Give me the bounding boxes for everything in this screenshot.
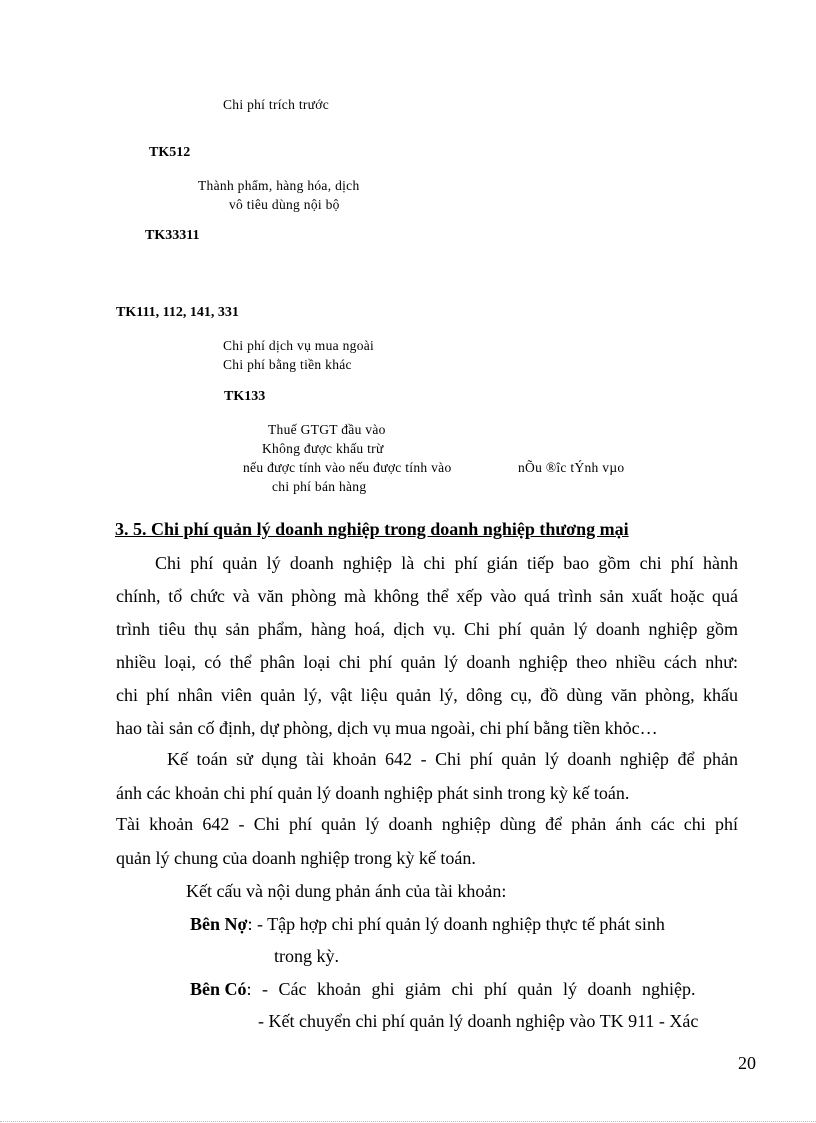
diagram-label-internal-use: vô tiêu dùng nội bộ [229,197,340,212]
account-tk33311: TK33311 [145,228,200,243]
diagram-label-other-cash-expenses: Chi phí bằng tiền khác [223,357,352,372]
paragraph-line: Chi phí quản lý doanh nghiệp là chi phí gián tiếp bao gồm chi phí hành [155,553,738,573]
debit-line-1 [190,908,665,941]
account-tk111-112-141-331: TK111, 112, 141, 331 [116,305,239,320]
paragraph-line: chính, tổ chức và văn phòng mà không thể xếp vào quá trình sản xuất hoặc quá [116,586,738,606]
diagram-label-selling-expenses: chi phí bán hàng [272,479,367,494]
page-bottom-rule [0,1121,816,1122]
credit-line-1 [190,973,738,1006]
paragraph-line: quản lý chung của doanh nghiệp trong kỳ kế toán. [116,848,476,868]
credit-line-2: - Kết chuyển chi phí quản lý doanh nghiệp vào TK 911 - Xác [258,1011,699,1031]
diagram-label-finished-goods: Thành phẩm, hàng hóa, dịch [198,178,360,193]
diagram-label-non-deductible: Không được khấu trừ [262,441,384,456]
debit-label: Bên Nợ [190,914,248,934]
section-heading: 3. 5. Chi phí quản lý doanh nghiệp trong doanh nghiệp thương mại [115,519,629,539]
paragraph-line: trình tiêu thụ sản phẩm, hàng hoá, dịch vụ. Chi phí quản lý doanh nghiệp gồm [116,619,738,639]
credit-text: : - Các khoản ghi giảm chi phí quản lý doanh nghiệp. [246,979,696,999]
structure-intro: Kết cấu và nội dung phản ánh của tài khoản: [186,881,507,901]
paragraph-line: Kế toán sử dụng tài khoản 642 - Chi phí quản lý doanh nghiệp để phản [167,749,738,769]
diagram-label-garbled-text: nÕu ®îc tÝnh vµo [518,460,625,475]
paragraph-line: Tài khoản 642 - Chi phí quản lý doanh nghiệp dùng để phản ánh các chi phí [116,814,738,834]
page-number: 20 [738,1053,756,1073]
paragraph-line: chi phí nhân viên quản lý, vật liệu quản lý, dông cụ, đồ dùng văn phòng, khấu [116,685,738,705]
diagram-label-accrued-expenses: Chi phí trích trước [223,97,330,112]
diagram-label-input-vat: Thuế GTGT đầu vào [268,422,386,437]
paragraph-line: ánh các khoản chi phí quản lý doanh nghiệp phát sinh trong kỳ kế toán. [116,783,630,803]
paragraph-line: nhiều loại, có thể phân loại chi phí quản lý doanh nghiệp theo nhiều cách như: [116,652,738,672]
debit-line-2: trong kỳ. [274,946,339,966]
diagram-label-outsourced-services: Chi phí dịch vụ mua ngoài [223,338,375,353]
paragraph-line: hao tài sản cố định, dự phòng, dịch vụ mua ngoài, chi phí bằng tiền khỏc… [116,718,658,738]
debit-text: : - Tập hợp chi phí quản lý doanh nghiệp thực tế phát sinh [247,914,665,934]
account-tk512: TK512 [149,145,191,160]
credit-label: Bên Có [190,979,247,999]
account-tk133: TK133 [224,389,266,404]
diagram-label-if-included: nếu được tính vào nếu được tính vào [243,460,452,475]
